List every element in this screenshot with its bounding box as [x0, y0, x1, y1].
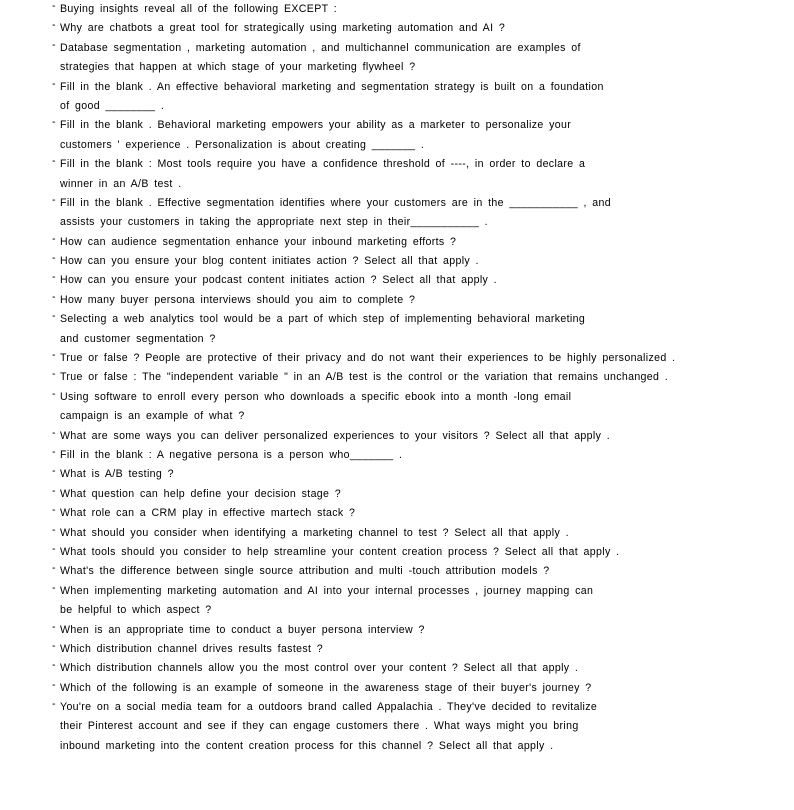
- question-text-line: Database segmentation , marketing automation , and multichannel communication are examples of: [60, 41, 581, 54]
- question-item: [52, 116, 772, 155]
- question-text-line: When is an appropriate time to conduct a buyer persona interview ?: [60, 623, 425, 636]
- question-item: [52, 0, 772, 19]
- question-list: [52, 0, 772, 756]
- bullet-dash: -: [52, 38, 56, 51]
- question-text-line: strategies that happen at which stage of your marketing flywheel ?: [60, 61, 416, 74]
- question-text-line: Which distribution channel drives results fastest ?: [60, 642, 324, 655]
- bullet-dash: -: [52, 368, 56, 381]
- bullet-dash: -: [52, 116, 56, 129]
- bullet-dash: -: [52, 155, 56, 168]
- question-text-line: winner in an A/B test .: [60, 177, 182, 190]
- question-text-line: How can audience segmentation enhance your inbound marketing efforts ?: [60, 235, 457, 248]
- question-item: [52, 194, 772, 233]
- question-text-line: assists your customers in taking the appropriate next step in their___________ .: [60, 216, 488, 229]
- bullet-dash: -: [52, 77, 56, 90]
- question-text-line: of good ________ .: [60, 99, 165, 112]
- question-item: [52, 155, 772, 194]
- question-item: [52, 252, 772, 271]
- question-item: [52, 465, 772, 484]
- question-item: [52, 640, 772, 659]
- question-item: [52, 349, 772, 368]
- question-text-line: and customer segmentation ?: [60, 332, 216, 345]
- question-text-line: How many buyer persona interviews should you aim to complete ?: [60, 293, 416, 306]
- question-text-line: Which distribution channels allow you the most control over your content ? Select all that apply .: [60, 662, 579, 675]
- question-text-line: campaign is an example of what ?: [60, 410, 245, 423]
- bullet-dash: -: [52, 349, 56, 362]
- question-item: [52, 446, 772, 465]
- bullet-dash: -: [52, 620, 56, 633]
- question-text-line: What is A/B testing ?: [60, 468, 174, 481]
- bullet-dash: -: [52, 542, 56, 555]
- question-item: [52, 543, 772, 562]
- bullet-dash: -: [52, 581, 56, 594]
- bullet-dash: -: [52, 504, 56, 517]
- question-item: [52, 679, 772, 698]
- bullet-dash: -: [52, 562, 56, 575]
- question-text-line: What question can help define your decision stage ?: [60, 487, 342, 500]
- question-text-line: When implementing marketing automation and AI into your internal processes , journey mapping can: [60, 584, 594, 597]
- question-text-line: be helpful to which aspect ?: [60, 604, 212, 617]
- bullet-dash: -: [52, 290, 56, 303]
- question-item: [52, 233, 772, 252]
- question-item: [52, 291, 772, 310]
- question-text-line: What should you consider when identifying a marketing channel to test ? Select all that apply .: [60, 526, 569, 539]
- bullet-dash: -: [52, 445, 56, 458]
- bullet-dash: -: [52, 659, 56, 672]
- question-text-line: their Pinterest account and see if they can engage customers there . What ways might you bring: [60, 720, 579, 733]
- question-item: [52, 582, 772, 621]
- question-text-line: Fill in the blank : Most tools require you have a confidence threshold of ----, in order to declare a: [60, 158, 586, 171]
- bullet-dash: -: [52, 678, 56, 691]
- bullet-dash: -: [52, 426, 56, 439]
- question-text-line: Buying insights reveal all of the following EXCEPT :: [60, 3, 338, 15]
- bullet-dash: -: [52, 523, 56, 536]
- bullet-dash: -: [52, 193, 56, 206]
- question-text-line: How can you ensure your podcast content initiates action ? Select all that apply .: [60, 274, 497, 287]
- question-text-line: True or false : The "independent variable " in an A/B test is the control or the variation that remains unchanged .: [60, 371, 669, 384]
- question-text-line: inbound marketing into the content creation process for this channel ? Select all that apply .: [60, 739, 554, 752]
- question-item: [52, 78, 772, 117]
- question-text-line: Fill in the blank . Behavioral marketing empowers your ability as a marketer to personalize your: [60, 119, 572, 132]
- question-text-line: What's the difference between single source attribution and multi -touch attribution models ?: [60, 565, 550, 578]
- question-text-line: What tools should you consider to help streamline your content creation process ? Select all that apply .: [60, 545, 620, 558]
- question-item: [52, 271, 772, 290]
- question-text-line: Using software to enroll every person who downloads a specific ebook into a month -long email: [60, 390, 572, 403]
- question-item: [52, 698, 772, 756]
- question-item: [52, 39, 772, 78]
- question-text-line: You're on a social media team for a outdoors brand called Appalachia . They've decided to revitalize: [60, 701, 598, 714]
- bullet-dash: -: [52, 310, 56, 323]
- question-text-line: customers ' experience . Personalization is about creating _______ .: [60, 138, 425, 151]
- question-item: [52, 562, 772, 581]
- question-text-line: What role can a CRM play in effective martech stack ?: [60, 507, 356, 520]
- question-text-line: Which of the following is an example of someone in the awareness stage of their buyer's journey ?: [60, 681, 592, 694]
- question-text-line: Fill in the blank . Effective segmentation identifies where your customers are in the ___________ , and: [60, 196, 611, 209]
- question-text-line: Selecting a web analytics tool would be a part of which step of implementing behavioral marketing: [60, 313, 586, 326]
- question-text-line: What are some ways you can deliver personalized experiences to your visitors ? Select all that apply .: [60, 429, 611, 442]
- question-item: [52, 485, 772, 504]
- question-text-line: Fill in the blank . An effective behavioral marketing and segmentation strategy is built on a foundation: [60, 80, 604, 93]
- question-item: [52, 524, 772, 543]
- bullet-dash: -: [52, 639, 56, 652]
- question-item: [52, 368, 772, 387]
- bullet-dash: -: [52, 698, 56, 711]
- bullet-dash: -: [52, 252, 56, 265]
- question-text-line: Fill in the blank : A negative persona is a person who_______ .: [60, 448, 403, 461]
- bullet-dash: -: [52, 465, 56, 478]
- bullet-dash: -: [52, 232, 56, 245]
- bullet-dash: -: [52, 0, 56, 12]
- question-item: [52, 427, 772, 446]
- question-item: [52, 621, 772, 640]
- question-item: [52, 310, 772, 349]
- bullet-dash: -: [52, 19, 56, 32]
- question-text-line: Why are chatbots a great tool for strategically using marketing automation and AI ?: [60, 22, 506, 35]
- question-text-line: True or false ? People are protective of their privacy and do not want their experiences to be highly personalized .: [60, 352, 676, 365]
- question-item: [52, 388, 772, 427]
- question-item: [52, 659, 772, 678]
- bullet-dash: -: [52, 387, 56, 400]
- question-item: [52, 19, 772, 38]
- bullet-dash: -: [52, 271, 56, 284]
- question-item: [52, 504, 772, 523]
- question-text-line: How can you ensure your blog content initiates action ? Select all that apply .: [60, 255, 479, 268]
- bullet-dash: -: [52, 484, 56, 497]
